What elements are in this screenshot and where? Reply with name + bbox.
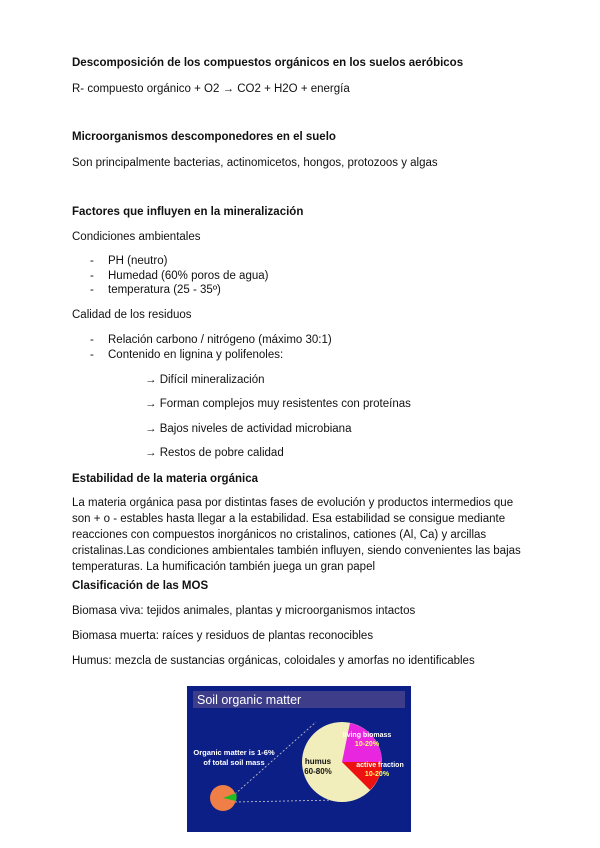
list-item: temperatura (25 - 35º) xyxy=(108,284,221,296)
organic-matter-note-line1: Organic matter is 1-6% xyxy=(193,748,275,757)
list-bullet-dash: - xyxy=(90,270,94,282)
classification-item-dead: Biomasa muerta: raíces y residuos de plantas reconocibles xyxy=(72,630,374,642)
active-fraction-label: active fraction xyxy=(356,762,404,769)
soil-organic-matter-figure xyxy=(187,686,411,832)
list-item: Humedad (60% poros de agua) xyxy=(108,270,269,282)
list-item: PH (neutro) xyxy=(108,255,168,267)
stability-paragraph: La materia orgánica pasa por distintas fases de evolución y productos intermedios que son + o - estables hasta llegar a la estabilidad. Esa estabilidad se consigue mediante reacciones con compuestos inorgánicos no cristalinos, cationes (Al, Ca) y arcillas cristalinas.Las condiciones ambientales también influyen, siendo convenientes las bajas temperaturas. La humificación también juega un gran papel xyxy=(72,497,521,573)
list-bullet-dash: - xyxy=(90,349,94,361)
list-bullet-dash: - xyxy=(90,284,94,296)
heading-classification: Clasificación de las MOS xyxy=(72,580,209,592)
classification-item-humus: Humus: mezcla de sustancias orgánicas, coloidales y amorfas no identificables xyxy=(72,655,475,667)
humus-label: humus xyxy=(304,757,332,766)
env-conditions-label: Condiciones ambientales xyxy=(72,231,201,243)
heading-stability: Estabilidad de la materia orgánica xyxy=(72,473,258,485)
list-item: Contenido en lignina y polifenoles: xyxy=(108,349,284,361)
humus-range: 60-80% xyxy=(304,767,332,776)
heading-microorganisms: Microorganismos descomponedores en el suelo xyxy=(72,131,336,143)
decomposition-equation: R- compuesto orgánico + O2 → CO2 + H2O + energía xyxy=(72,83,350,95)
classification-item-living: Biomasa viva: tejidos animales, plantas y microorganismos intactos xyxy=(72,605,416,617)
active-fraction-range: 10-20% xyxy=(364,771,390,778)
heading-factors: Factores que influyen en la mineralización xyxy=(72,206,304,218)
list-bullet-dash: - xyxy=(90,255,94,267)
consequence-item: → Restos de pobre calidad xyxy=(145,447,284,459)
living-biomass-label: living biomass xyxy=(342,732,392,739)
living-biomass-range: 10-20% xyxy=(354,741,380,748)
consequence-item: → Difícil mineralización xyxy=(145,374,265,386)
residue-quality-label: Calidad de los residuos xyxy=(72,309,192,321)
list-item: Relación carbono / nitrógeno (máximo 30:1) xyxy=(108,334,332,346)
list-bullet-dash: - xyxy=(90,334,94,346)
organic-matter-note-line2: of total soil mass xyxy=(203,758,265,767)
microorganisms-text: Son principalmente bacterias, actinomicetos, hongos, protozoos y algas xyxy=(72,157,438,169)
consequence-item: → Bajos niveles de actividad microbiana xyxy=(145,423,352,435)
consequence-item: → Forman complejos muy resistentes con proteínas xyxy=(145,398,411,410)
heading-decomposition: Descomposición de los compuestos orgánicos en los suelos aeróbicos xyxy=(72,57,464,69)
figure-title: Soil organic matter xyxy=(197,693,302,707)
